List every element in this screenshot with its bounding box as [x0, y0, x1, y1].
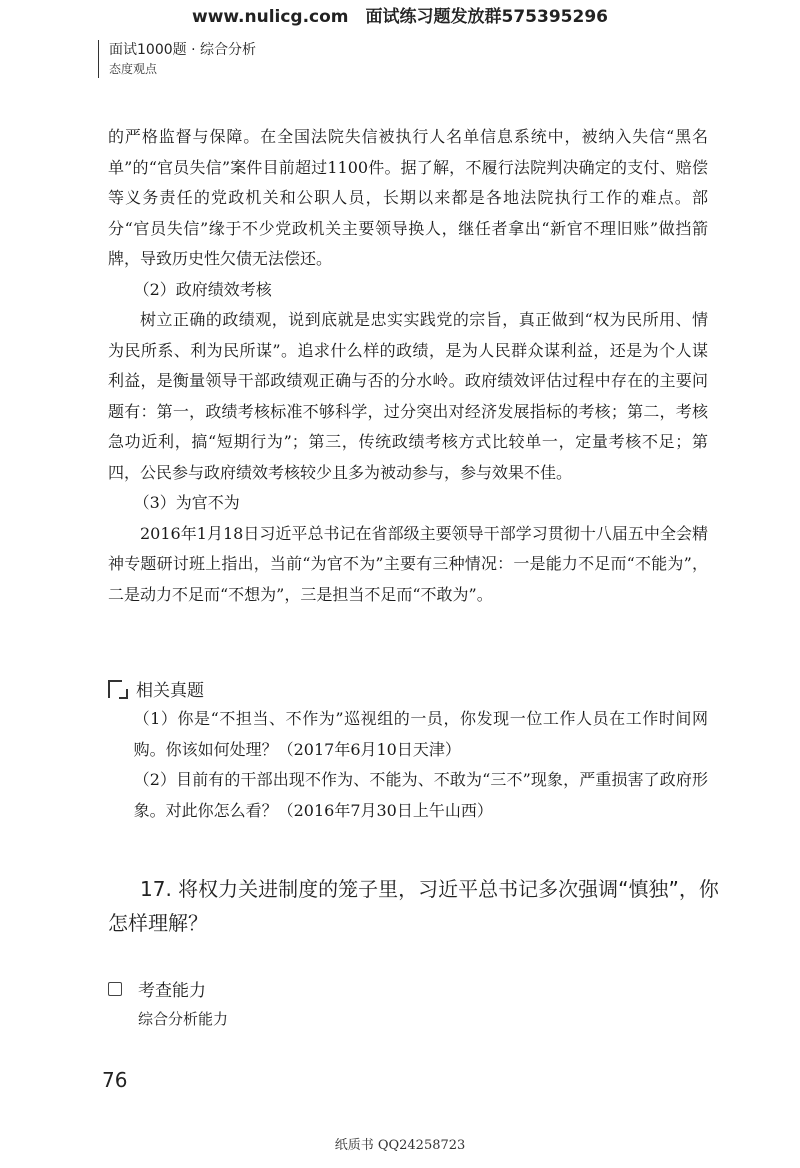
page-number: 76: [102, 1068, 128, 1092]
paragraph: 树立正确的政绩观，说到底就是忠实实践党的宗旨，真正做到“权为民所用、情为民所系、利为民所谋”。追求什么样的政绩，是为人民群众谋利益，还是为个人谋利益，是衡量领导干部政绩观正确与否的分水岭。政府绩效评估过程中存在的主要问题有：第一，政绩考核标准不够科学，过分突出对经济发展指标的考核；第二，考核急功近利，搞“短期行为”；第三，传统政绩考核方式比较单一，定量考核不足；第四，公民参与政府绩效考核较少且多为被动参与，参与效果不佳。: [108, 310, 708, 482]
body-text: [108, 122, 708, 610]
related-question: （1）你是“不担当、不作为”巡视组的一员，你发现一位工作人员在工作时间网购。你该如何处理？（2017年6月10日天津）: [133, 709, 708, 759]
paragraph: 的严格监督与保障。在全国法院失信被执行人名单信息系统中，被纳入失信“黑名单”的“官员失信”案件目前超过1100件。据了解，不履行法院判决确定的支付、赔偿等义务责任的党政机关和公职人员，长期以来都是各地法院执行工作的难点。部分“官员失信”缘于不少党政机关主要领导换人，继任者拿出“新官不理旧账”做挡箭牌，导致历史性欠债无法偿还。: [108, 127, 708, 268]
book-title: 面试1000题 · 综合分析: [109, 42, 256, 58]
related-heading-label: 相关真题: [136, 681, 204, 701]
subheading: （3）为官不为: [133, 493, 240, 512]
ability-heading-label: 考查能力: [138, 981, 206, 1001]
related-questions-heading: [108, 676, 204, 701]
ability-value: 综合分析能力: [138, 1010, 229, 1028]
paragraph: 2016年1月18日习近平总书记在省部级主要领导干部学习贯彻十八届五中全会精神专题研讨班上指出，当前“为官不为”主要有三种情况：一是能力不足而“不能为”，二是动力不足而“不想为”，三是担当不足而“不敢为”。: [108, 523, 708, 604]
ability-heading: [108, 976, 206, 1001]
section-title: 态度观点: [109, 62, 158, 76]
running-head: [98, 40, 256, 78]
related-question: （2）目前有的干部出现不作为、不能为、不敢为“三不”现象，严重损害了政府形象。对此你怎么看？（2016年7月30日上午山西）: [133, 770, 708, 820]
related-questions: [108, 704, 708, 826]
corner-bracket-icon: [108, 680, 122, 698]
footer-text: 纸质书 QQ24258723: [334, 1138, 466, 1153]
subheading: （2）政府绩效考核: [133, 279, 272, 299]
watermark-banner: www.nulicg.com 面试练习题发放群575395296: [192, 7, 608, 27]
box-icon: [108, 982, 122, 996]
question-title: 17. 将权力关进制度的笼子里，习近平总书记多次强调“慎独”，你怎样理解？: [108, 877, 719, 935]
